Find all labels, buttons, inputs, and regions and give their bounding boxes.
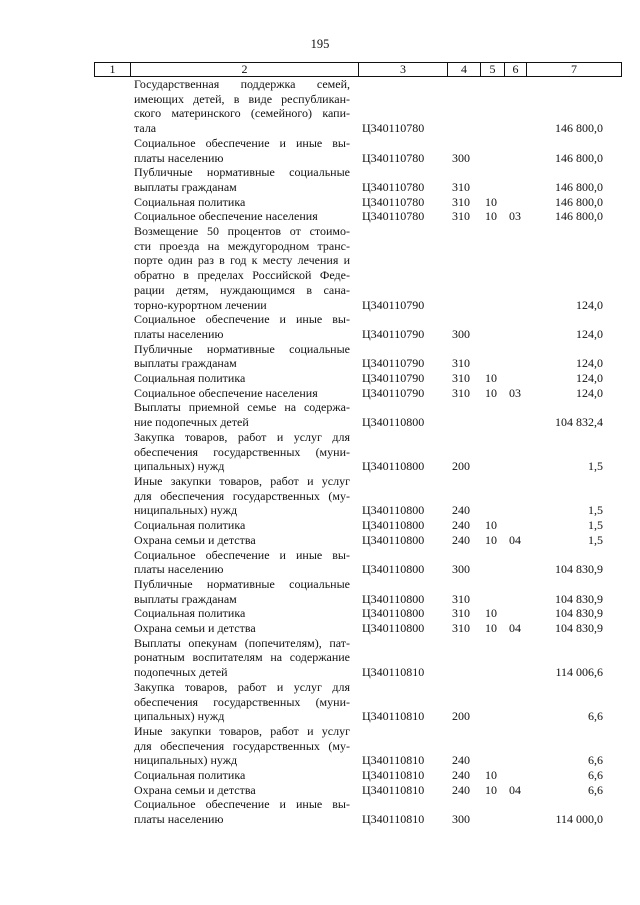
table-row [0, 636, 640, 680]
row-name-line: Социальная политика [134, 518, 246, 533]
row-amount: 146 800,0 [555, 209, 603, 224]
row-name [134, 165, 350, 194]
row-expense-type: 310 [452, 179, 470, 194]
row-name [134, 577, 350, 606]
row-name-line: подопечных детей [134, 665, 228, 680]
row-code: Ц340110780 [362, 121, 425, 136]
row-expense-type: 310 [452, 209, 470, 224]
row-name [134, 606, 350, 621]
row-code: Ц340110810 [362, 768, 425, 783]
table-row [0, 386, 640, 401]
table-row [0, 797, 640, 826]
row-code: Ц340110800 [362, 562, 425, 577]
row-expense-type: 200 [452, 459, 470, 474]
row-name-line: Выплаты опекунам (попечителям), пат- [134, 635, 350, 650]
row-amount: 146 800,0 [555, 121, 603, 136]
row-expense-type: 310 [452, 591, 470, 606]
row-expense-type: 240 [452, 768, 470, 783]
row-code: Ц340110800 [362, 591, 425, 606]
table-row [0, 768, 640, 783]
row-code: Ц340110790 [362, 371, 425, 386]
table-row [0, 77, 640, 136]
row-name [134, 195, 350, 210]
row-amount: 104 830,9 [555, 591, 603, 606]
row-amount: 6,6 [588, 768, 603, 783]
row-expense-type: 240 [452, 518, 470, 533]
row-name [134, 636, 350, 680]
row-name [134, 548, 350, 577]
row-name-line: платы населению [134, 326, 224, 341]
table-row [0, 606, 640, 621]
row-name-line: ципальных) нужд [134, 459, 225, 474]
row-section: 10 [485, 371, 497, 386]
row-name-line: ципальных) нужд [134, 709, 225, 724]
table-row [0, 371, 640, 386]
table-row [0, 474, 640, 518]
row-name-line: выплаты гражданам [134, 179, 237, 194]
row-code: Ц340110790 [362, 326, 425, 341]
row-name-line: Публичные нормативные социальные [134, 576, 350, 591]
row-expense-type: 240 [452, 532, 470, 547]
row-name-line: Закупка товаров, работ и услуг для [134, 679, 350, 694]
row-name [134, 724, 350, 768]
row-name-line: ниципальных) нужд [134, 753, 238, 768]
row-code: Ц340110800 [362, 503, 425, 518]
row-name-line: тала [134, 121, 157, 136]
row-expense-type: 300 [452, 562, 470, 577]
table-row [0, 533, 640, 548]
row-section: 10 [485, 606, 497, 621]
row-name-line: Иные закупки товаров, работ и услуг [134, 723, 350, 738]
page-number: 195 [310, 37, 330, 51]
row-name-line: Охрана семьи и детства [134, 782, 256, 797]
row-subsection: 03 [509, 209, 521, 224]
column-header-4: 4 [448, 63, 481, 77]
row-amount: 124,0 [576, 371, 603, 386]
row-section: 10 [485, 768, 497, 783]
row-amount: 104 832,4 [555, 415, 603, 430]
table-row [0, 209, 640, 224]
row-name-line: Публичные нормативные социальные [134, 341, 350, 356]
row-code: Ц340110810 [362, 709, 425, 724]
row-name-line: Социальная политика [134, 768, 246, 783]
row-name [134, 400, 350, 429]
row-name [134, 371, 350, 386]
table-row [0, 430, 640, 474]
row-amount: 1,5 [588, 518, 603, 533]
row-section: 10 [485, 518, 497, 533]
row-code: Ц340110810 [362, 753, 425, 768]
row-expense-type: 310 [452, 621, 470, 636]
row-name-line: выплаты гражданам [134, 591, 237, 606]
row-name [134, 312, 350, 341]
row-expense-type: 310 [452, 194, 470, 209]
row-name-line: Охрана семьи и детства [134, 621, 256, 636]
row-expense-type: 310 [452, 371, 470, 386]
row-amount: 104 830,9 [555, 621, 603, 636]
row-subsection: 04 [509, 532, 521, 547]
row-subsection: 03 [509, 385, 521, 400]
row-section: 10 [485, 782, 497, 797]
table-row [0, 224, 640, 312]
row-name [134, 680, 350, 724]
row-name-line: Социальное обеспечение населения [134, 385, 318, 400]
row-code: Ц340110800 [362, 621, 425, 636]
row-amount: 1,5 [588, 503, 603, 518]
row-name-line: Социальное обеспечение и иные вы- [134, 312, 350, 327]
table-row [0, 312, 640, 341]
table-row [0, 342, 640, 371]
row-subsection: 04 [509, 782, 521, 797]
row-name-line: обеспечения государственных (муни- [134, 444, 350, 459]
row-expense-type: 310 [452, 356, 470, 371]
row-name-line: торно-курортном лечении [134, 297, 267, 312]
row-amount: 6,6 [588, 753, 603, 768]
row-amount: 114 006,6 [555, 665, 603, 680]
row-name-line: Социальное обеспечение и иные вы- [134, 135, 350, 150]
row-name-line: обеспечения государственных (муни- [134, 694, 350, 709]
table-row [0, 195, 640, 210]
row-amount: 124,0 [576, 297, 603, 312]
row-code: Ц340110780 [362, 179, 425, 194]
row-amount: 1,5 [588, 459, 603, 474]
row-name-line: обратно в пределах Российской Феде- [134, 268, 350, 283]
budget-table-body [0, 77, 640, 827]
column-header-6: 6 [505, 63, 527, 77]
row-expense-type: 240 [452, 503, 470, 518]
row-name-line: ние подопечных детей [134, 415, 249, 430]
row-expense-type: 300 [452, 150, 470, 165]
row-name-line: ронатным воспитателям на содержание [134, 650, 350, 665]
row-name-line: порте один раз в год к месту лечения и [134, 253, 350, 268]
row-name-line: Социальная политика [134, 371, 246, 386]
row-code: Ц340110780 [362, 209, 425, 224]
row-name-line: платы населению [134, 812, 224, 827]
table-row [0, 518, 640, 533]
row-amount: 6,6 [588, 782, 603, 797]
row-name [134, 342, 350, 371]
column-header-7: 7 [527, 63, 622, 77]
column-header-3: 3 [359, 63, 448, 77]
row-amount: 104 830,9 [555, 606, 603, 621]
row-code: Ц340110780 [362, 194, 425, 209]
row-name-line: Охрана семьи и детства [134, 532, 256, 547]
column-header-5: 5 [481, 63, 505, 77]
row-name-line: для обеспечения государственных (му- [134, 488, 350, 503]
row-name [134, 768, 350, 783]
row-name [134, 386, 350, 401]
row-name-line: Выплаты приемной семье на содержа- [134, 400, 350, 415]
row-amount: 114 000,0 [555, 812, 603, 827]
row-code: Ц340110810 [362, 812, 425, 827]
row-expense-type: 300 [452, 812, 470, 827]
row-code: Ц340110810 [362, 665, 425, 680]
row-name-line: Социальная политика [134, 194, 246, 209]
row-name-line: ниципальных) нужд [134, 503, 238, 518]
row-name-line: Социальная политика [134, 606, 246, 621]
row-code: Ц340110800 [362, 606, 425, 621]
row-name [134, 224, 350, 312]
row-expense-type: 240 [452, 753, 470, 768]
row-code: Ц340110780 [362, 150, 425, 165]
row-code: Ц340110810 [362, 782, 425, 797]
row-name-line: для обеспечения государственных (му- [134, 738, 350, 753]
table-row [0, 577, 640, 606]
row-name [134, 533, 350, 548]
row-name [134, 797, 350, 826]
row-code: Ц340110800 [362, 459, 425, 474]
row-amount: 104 830,9 [555, 562, 603, 577]
row-expense-type: 300 [452, 326, 470, 341]
row-name-line: рации детям, нуждающимся в сана- [134, 282, 350, 297]
row-name-line: ского материнского (семейного) капи- [134, 106, 350, 121]
row-name-line: Государственная поддержка семей, [134, 77, 350, 91]
row-amount: 124,0 [576, 385, 603, 400]
row-code: Ц340110790 [362, 385, 425, 400]
row-name-line: Возмещение 50 процентов от стоимо- [134, 224, 350, 239]
row-name-line: Публичные нормативные социальные [134, 165, 350, 180]
column-header-row [94, 62, 622, 77]
table-row [0, 783, 640, 798]
row-amount: 146 800,0 [555, 179, 603, 194]
row-name-line: Социальное обеспечение населения [134, 209, 318, 224]
row-name-line: Социальное обеспечение и иные вы- [134, 797, 350, 812]
table-row [0, 548, 640, 577]
row-code: Ц340110790 [362, 297, 425, 312]
row-section: 10 [485, 194, 497, 209]
row-code: Ц340110800 [362, 518, 425, 533]
row-expense-type: 310 [452, 606, 470, 621]
table-row [0, 680, 640, 724]
row-name [134, 136, 350, 165]
row-expense-type: 240 [452, 782, 470, 797]
row-name-line: Социальное обеспечение и иные вы- [134, 547, 350, 562]
row-amount: 124,0 [576, 356, 603, 371]
row-amount: 124,0 [576, 326, 603, 341]
row-expense-type: 310 [452, 385, 470, 400]
row-expense-type: 200 [452, 709, 470, 724]
row-section: 10 [485, 621, 497, 636]
column-header-1: 1 [95, 63, 131, 77]
column-header-2: 2 [131, 63, 359, 77]
row-section: 10 [485, 385, 497, 400]
row-name [134, 77, 350, 136]
row-amount: 146 800,0 [555, 194, 603, 209]
row-name-line: сти проезда на междугородном транс- [134, 238, 350, 253]
row-name-line: имеющих детей, в виде республикан- [134, 91, 350, 106]
row-section: 10 [485, 532, 497, 547]
row-name [134, 518, 350, 533]
table-row [0, 165, 640, 194]
row-section: 10 [485, 209, 497, 224]
row-name [134, 783, 350, 798]
table-row [0, 621, 640, 636]
row-name-line: платы населению [134, 150, 224, 165]
row-amount: 1,5 [588, 532, 603, 547]
row-code: Ц340110800 [362, 532, 425, 547]
table-row [0, 400, 640, 429]
row-name [134, 474, 350, 518]
row-amount: 6,6 [588, 709, 603, 724]
row-code: Ц340110790 [362, 356, 425, 371]
row-name-line: платы населению [134, 562, 224, 577]
row-amount: 146 800,0 [555, 150, 603, 165]
row-name-line: Иные закупки товаров, работ и услуг [134, 473, 350, 488]
row-name-line: выплаты гражданам [134, 356, 237, 371]
row-subsection: 04 [509, 621, 521, 636]
row-name [134, 621, 350, 636]
row-name-line: Закупка товаров, работ и услуг для [134, 429, 350, 444]
table-row [0, 136, 640, 165]
row-code: Ц340110800 [362, 415, 425, 430]
row-name [134, 430, 350, 474]
row-name [134, 209, 350, 224]
table-row [0, 724, 640, 768]
